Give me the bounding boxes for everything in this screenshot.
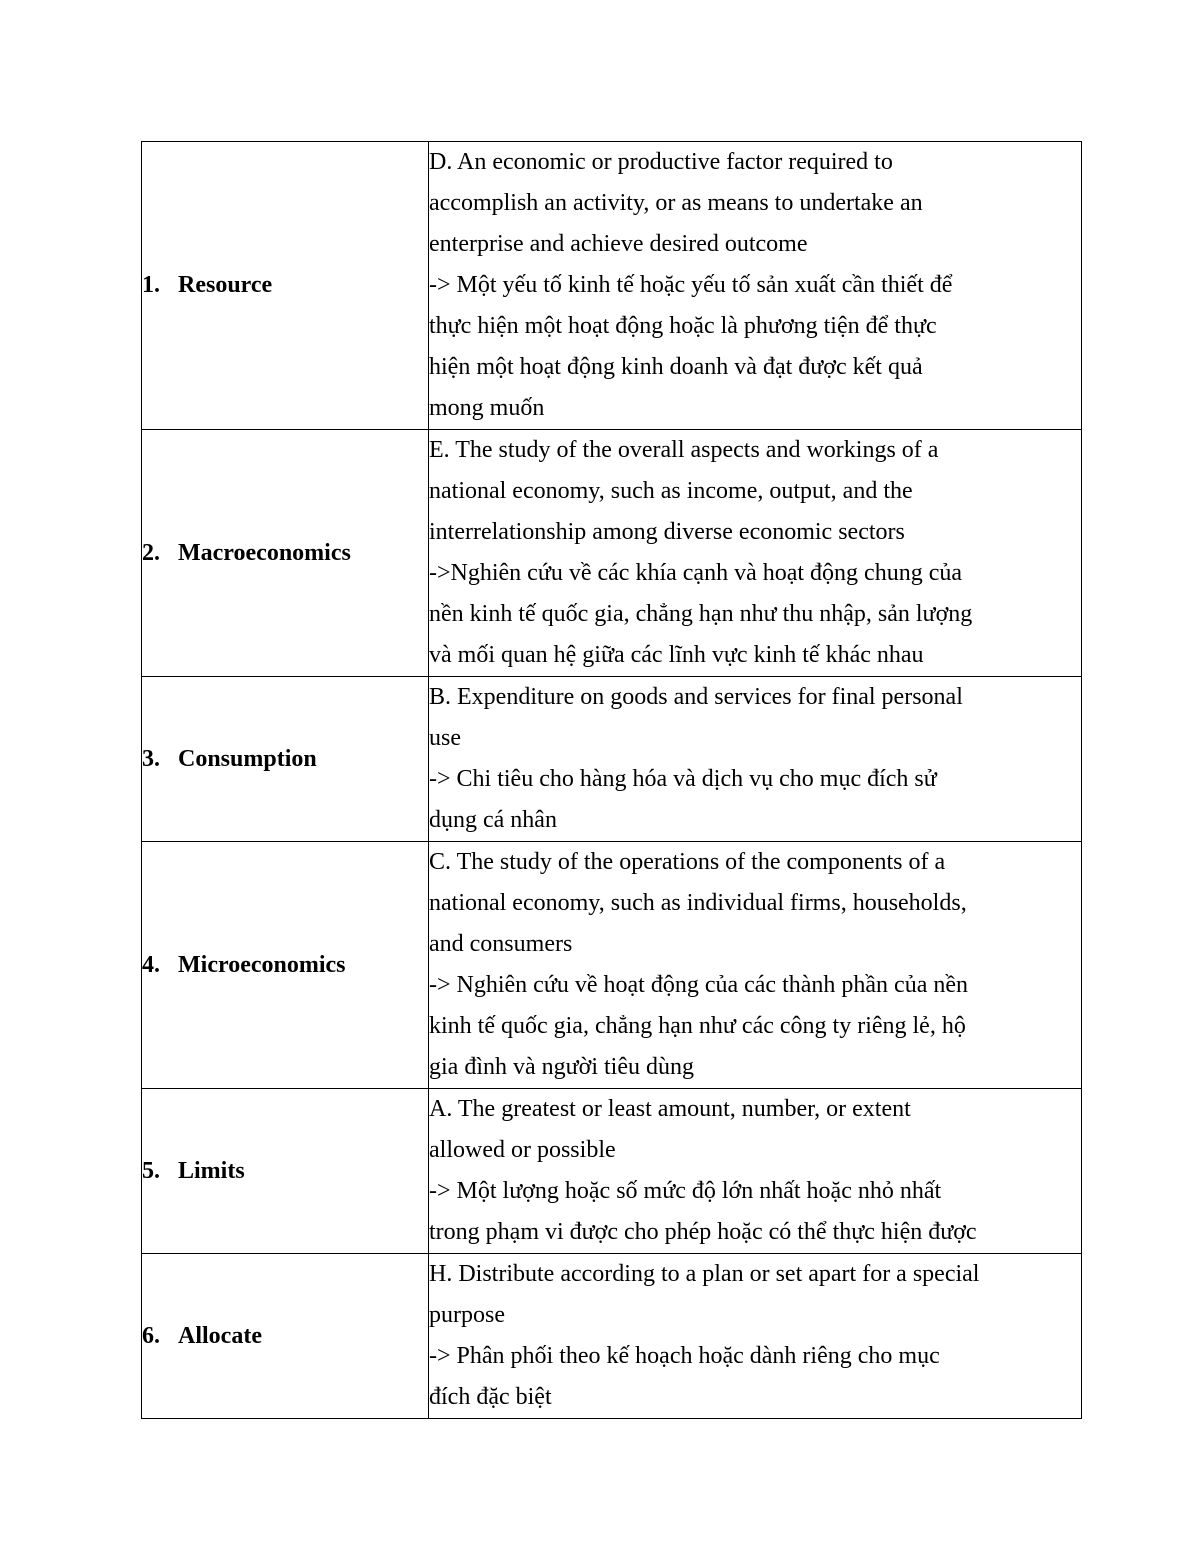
definition-line: mong muốn [429, 395, 545, 421]
term-cell [142, 677, 429, 842]
definition-cell [429, 1254, 1082, 1419]
term-label: Microeconomics [178, 951, 346, 978]
definition-line: C. The study of the operations of the components of a [429, 849, 946, 875]
definition-line: dụng cá nhân [429, 807, 557, 833]
definition-line: use [429, 725, 461, 751]
table-row [142, 1089, 1082, 1254]
definition-line: allowed or possible [429, 1137, 616, 1163]
term-number: 2. [142, 539, 160, 566]
definition-line: nền kinh tế quốc gia, chẳng hạn như thu nhập, sản lượng [429, 601, 973, 627]
definition-line: đích đặc biệt [429, 1384, 552, 1410]
table-row [142, 842, 1082, 1089]
term-label: Resource [178, 272, 273, 298]
term [142, 265, 428, 306]
definition-line: kinh tế quốc gia, chẳng hạn như các công ty riêng lẻ, hộ [429, 1013, 966, 1039]
term-number: 3. [142, 745, 160, 772]
definition-line: national economy, such as income, output, and the [429, 478, 913, 504]
term-cell [142, 430, 429, 677]
definition-line: -> Chi tiêu cho hàng hóa và dịch vụ cho mục đích sử [429, 766, 937, 792]
term-number: 6. [142, 1322, 160, 1349]
definition-line: hiện một hoạt động kinh doanh và đạt được kết quả [429, 354, 923, 380]
definition-line: enterprise and achieve desired outcome [429, 231, 808, 257]
definition-line: -> Nghiên cứu về hoạt động của các thành phần của nền [429, 972, 969, 998]
definition-line: -> Phân phối theo kế hoạch hoặc dành riêng cho mục [429, 1343, 940, 1369]
definition-line: interrelationship among diverse economic sectors [429, 519, 905, 545]
term-cell [142, 142, 429, 430]
term [142, 945, 428, 986]
definition-line: purpose [429, 1302, 505, 1328]
definition-line: gia đình và người tiêu dùng [429, 1054, 694, 1080]
definition-line: D. An economic or productive factor required to [429, 149, 893, 175]
term [142, 1316, 428, 1357]
definition-line: accomplish an activity, or as means to undertake an [429, 190, 923, 216]
term-number: 1. [142, 272, 160, 298]
definition-line: ->Nghiên cứu về các khía cạnh và hoạt động chung của [429, 560, 963, 586]
term-label: Limits [178, 1157, 245, 1184]
term-label: Allocate [178, 1322, 262, 1349]
table-row [142, 1254, 1082, 1419]
definition-line: and consumers [429, 931, 573, 957]
term [142, 1151, 428, 1192]
table-row [142, 430, 1082, 677]
definition-line: E. The study of the overall aspects and workings of a [429, 437, 939, 463]
vocabulary-table-body [142, 142, 1082, 1419]
definition-cell [429, 1089, 1082, 1254]
definition-line: A. The greatest or least amount, number, or extent [429, 1096, 911, 1122]
term [142, 533, 428, 574]
table-row [142, 142, 1082, 430]
term-cell [142, 1254, 429, 1419]
definition-cell [429, 142, 1082, 430]
definition-line: B. Expenditure on goods and services for final personal [429, 684, 963, 710]
term [142, 739, 428, 780]
term-cell [142, 842, 429, 1089]
term-cell [142, 1089, 429, 1254]
definition-line: H. Distribute according to a plan or set apart for a special [429, 1261, 980, 1287]
term-number: 4. [142, 951, 160, 978]
definition-cell [429, 677, 1082, 842]
table-row [142, 677, 1082, 842]
term-label: Consumption [178, 745, 317, 772]
definition-line: -> Một yếu tố kinh tế hoặc yếu tố sản xuất cần thiết để [429, 272, 953, 298]
definition-line: thực hiện một hoạt động hoặc là phương tiện để thực [429, 313, 937, 339]
term-number: 5. [142, 1157, 160, 1184]
definition-line: -> Một lượng hoặc số mức độ lớn nhất hoặc nhỏ nhất [429, 1178, 942, 1204]
definition-cell [429, 430, 1082, 677]
definition-line: national economy, such as individual firms, households, [429, 890, 967, 916]
vocabulary-table [141, 141, 1082, 1419]
term-label: Macroeconomics [178, 539, 351, 566]
definition-cell [429, 842, 1082, 1089]
definition-line: trong phạm vi được cho phép hoặc có thể thực hiện được [429, 1219, 977, 1245]
definition-line: và mối quan hệ giữa các lĩnh vực kinh tế khác nhau [429, 642, 924, 668]
